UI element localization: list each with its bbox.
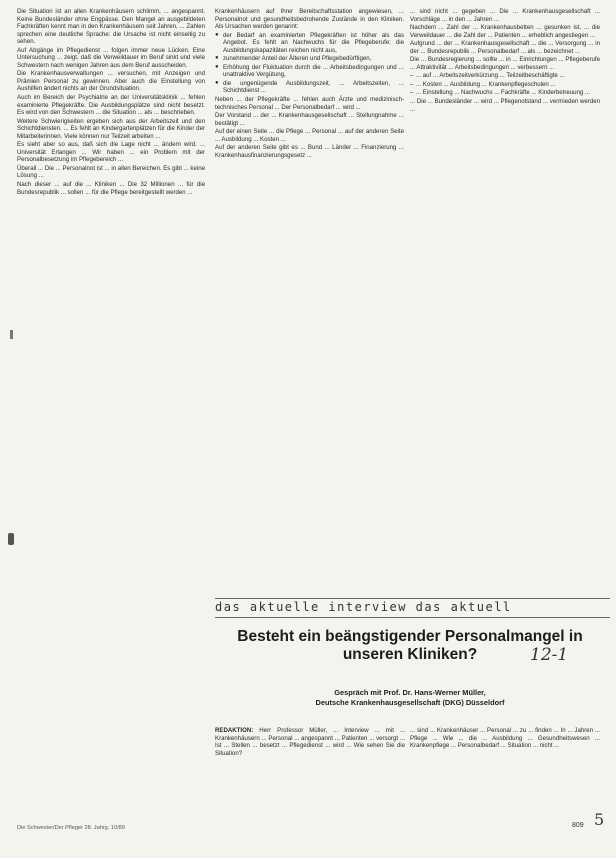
paragraph: Neben ... der Pflegekräfte ... fehlen auch Ärzte und medizinisch-technisches Personal ... Der Personalbedarf ... wird ... (215, 96, 404, 111)
list-item: ● der Bedarf an examinierten Pflegekräften ist höher als das Angebot. Es fehlt an Nachwuchs für die Pflegeberufe; die Ausbildungskapazitäten reichen nicht aus, (223, 32, 404, 55)
handwritten-signature: 12-1 (530, 645, 569, 665)
paragraph: ... sind nicht ... gegeben ... Die ... Krankenhausgesellschaft ... Vorschläge ... in den ... Jahren ... (410, 8, 600, 23)
paragraph: ... sind ... Krankenhäuser ... Personal ... zu ... finden ... In ... Jahren ... Pflege ... Wie ... die ... Ausbildung ... Gesundheitswesen ... Krankenpflege ... Personalbedarf ... Situation ... nicht ... (410, 727, 600, 750)
list-item: – ... auf ... Arbeitszeitverkürzung ... Teilzeitbeschäftigte ... (416, 72, 600, 80)
paragraph: Die Situation ist an allen Krankenhäusern schlimm, ... angespannt. Keine Bundesländer ohne Engpässe. Den Mangel an ausgebildeten Fachkräften kennt man in den Krankenhäusern seit Jahren, ... Zahlen sprechen eine deutliche Sprache: die Ursache ist nicht einseitig zu sehen. (17, 8, 205, 46)
article-headline: Besteht ein beängstigender Personalmangel in unseren Kliniken? (237, 628, 583, 663)
interview-line: Deutsche Krankenhausgesellschaft (DKG) Düsseldorf (315, 698, 505, 707)
handwritten-mark: 5 (594, 810, 605, 829)
margin-mark (8, 533, 14, 545)
paragraph: Überall ... Die ... Personalnot ist ... in allen Bereichen. Es gibt ... keine Lösung ... (17, 164, 205, 180)
paragraph: Auf der anderen Seite gibt es ... Bund ... Länder ... Finanzierung ... Krankenhausfinanzierungsgesetz ... (215, 144, 404, 159)
list-item: ● die ungenügende Ausbildungszeit, ... Arbeitszeiten, ... Schichtdienst ... (223, 80, 404, 95)
interview-subtitle (230, 688, 590, 708)
list-item: – ... Kosten ... Ausbildung ... Krankenpflegeschulen ... (416, 81, 600, 89)
dash-list (410, 72, 600, 97)
text-column-right (410, 8, 600, 588)
paragraph: Die Krankenhausverwaltungen ... versuchen, mit Anzeigen und Prämien Personal zu gewinnen. Aber auch die Einstellung von Aushilfen ändert nichts an der Grundsituation. (17, 70, 205, 93)
text-column-middle (215, 8, 404, 590)
interview-banner: das aktuelle interview das aktuell (215, 598, 610, 618)
list-item: – ... Einstellung ... Nachwuchs ... Fachkräfte ... Kinderbetreuung ... (416, 89, 600, 97)
footer-publication: Die Schwester/Der Pfleger 28. Jahrg. 10/89 (17, 825, 125, 831)
interview-column-left (215, 727, 405, 819)
interview-line: Gespräch mit Prof. Dr. Hans-Werner Müller, (334, 688, 486, 697)
paragraph: Auf Abgänge im Pflegedienst ... folgen immer neue Lücken. Eine Untersuchung ... zeigt, daß die Verweildauer im Beruf sinkt und viele Schwestern nach wenigen Jahren aus dem Beruf ausscheiden. (17, 46, 205, 69)
paragraph: Auch im Bereich der Psychiatrie an der Universitätsklinik ... fehlen examinierte Pflegekräfte. Die Ausbildungsplätze sind nicht besetzt. Es wird von den Schwestern ... die Situation ... als ... beschrieben. (17, 94, 205, 117)
paragraph: Der Vorstand ... der ... Krankenhausgesellschaft ... Stellungnahme ... bestätigt ... (215, 112, 404, 127)
paragraph: ... Die ... Bundesländer ... wird ... Pflegenotstand ... vermieden werden ... (410, 98, 600, 113)
interview-lead: REDAKTION: (215, 727, 254, 734)
text-column-left (17, 8, 205, 818)
list-item: ● zunehmender Anteil der Älteren und Pflegebedürftigen, (223, 55, 404, 63)
paragraph: Nachdem ... Zahl der ... Krankenhausbetten ... gesunken ist, ... die Verweildauer ... die Zahl der ... Patienten ... erheblich angestiegen ... (410, 24, 600, 39)
paragraph: Aufgrund ... der ... Krankenhausgesellschaft ... die ... Versorgung ... in der ... Bundesrepublik ... Personalbedarf ... als ... bezeichnet ... (410, 40, 600, 55)
paragraph: Auf der einen Seite ... die Pflege ... Personal ... auf der anderen Seite ... Ausbildung ... Kosten ... (215, 128, 404, 143)
interview-column-right (410, 727, 600, 819)
paragraph: Herr Professor Müller, ... Interview ... mit ... Krankenhäusern ... Personal ... angespannt ... Patienten ... versorgt ... Ist ... Stellen ... besetzt ... Pflegedienst ... wird ... Wie sehen Sie die Situation? (215, 727, 405, 757)
paragraph: Krankenhäusern auf Ihrer Bereitschaftsstation angewiesen, ... Personalnot und gesundheitsbedrohende Zustände in den Kliniken. Als Ursachen werden genannt: (215, 8, 404, 31)
paragraph: Weitere Schwierigkeiten ergeben sich aus der Arbeitszeit und den Schichtdiensten. ... Es fehlt an Kindergartenplätzen für die Kinder der Mitarbeiterinnen. Viele können nur Teilzeit arbeiten ... (17, 117, 205, 140)
page-number: 809 (572, 822, 584, 829)
list-item: ● Erhöhung der Fluktuation durch die ... Arbeitsbedingungen und ... unattraktive Vergütung, (223, 64, 404, 79)
paragraph: Nach dieser ... auf die ... Kliniken ... Die 32 Millionen ... für die Bundesrepublik ... sollen ... für die Pflege bereitgestellt werden ... (17, 181, 205, 196)
paragraph: Die ... Bundesregierung ... sollte ... in ... Einrichtungen ... Pflegeberufe ... Attraktivität ... Arbeitsbedingungen ... verbessern ... (410, 56, 600, 71)
paragraph: Es sieht aber so aus, daß sich die Lage nicht ... ändern wird. ... Universität Erlangen ... Wir haben ... ein Problem mit der Personalbesetzung im Pflegebereich ... (17, 141, 205, 164)
margin-mark (10, 330, 13, 339)
bullet-list (215, 32, 404, 95)
